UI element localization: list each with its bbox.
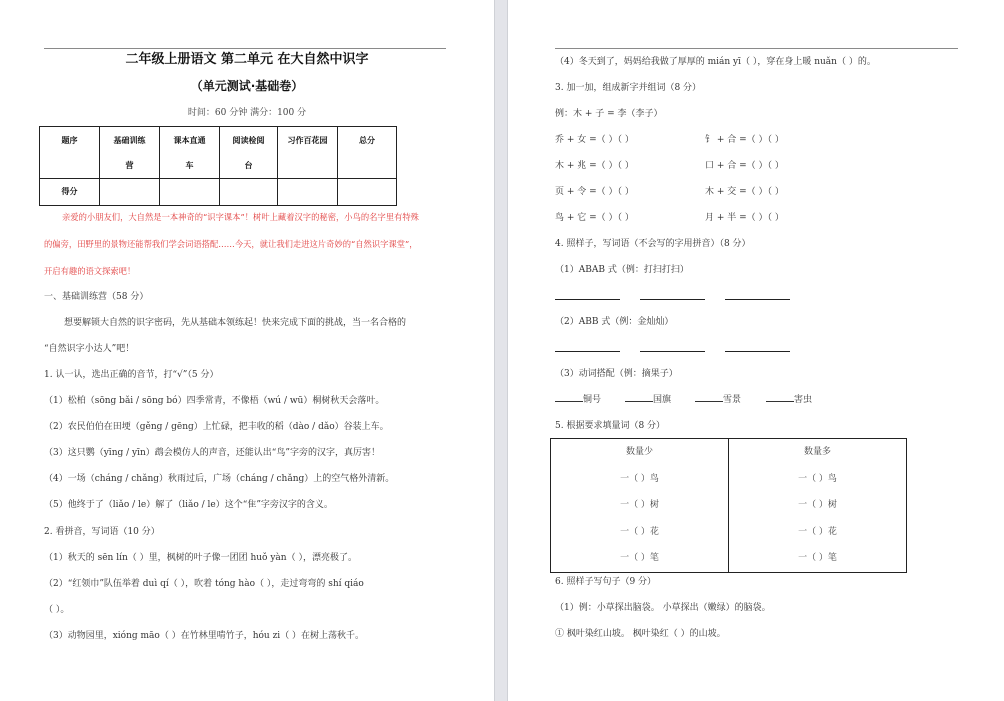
question-1-item[interactable]: （5）他终于了（liǎo / le）解了（liǎo / le）这个“隹”字旁汉字的含义。 bbox=[44, 500, 333, 510]
question-2-item[interactable]: （2）“红领巾”队伍举着 duì qí（ ），吹着 tóng hào（ ），走过弯弯的 shí qiáo bbox=[44, 579, 364, 589]
question-4-title: 4. 照样子，写词语（不会写的字用拼音）（8 分） bbox=[555, 239, 751, 249]
answer-blank[interactable] bbox=[640, 299, 705, 300]
question-2-title: 2. 看拼音，写词语（10 分） bbox=[44, 527, 160, 537]
section-1-title: 一、基础训练营（58 分） bbox=[44, 292, 149, 302]
measure-item[interactable]: 一（ ）树 bbox=[620, 500, 659, 510]
column-header: 数量多 bbox=[803, 447, 831, 457]
score-header-cell: 基础训练 营 bbox=[100, 127, 160, 179]
score-input-cell[interactable] bbox=[100, 179, 160, 206]
score-header-cell: 阅读检阅 台 bbox=[220, 127, 278, 179]
answer-blank[interactable] bbox=[725, 351, 790, 352]
question-3-row-left[interactable]: 页 + 令 =（ ）（ ） bbox=[555, 187, 634, 197]
answer-blank[interactable] bbox=[555, 401, 583, 402]
score-input-cell[interactable] bbox=[278, 179, 338, 206]
score-row-label: 得分 bbox=[40, 179, 100, 206]
verb-blank-item[interactable]: 铜号 bbox=[555, 394, 601, 406]
question-4-sub1: （1）ABAB 式（例：打扫打扫） bbox=[555, 265, 689, 275]
answer-blank[interactable] bbox=[725, 299, 790, 300]
measure-item[interactable]: 一（ ）笔 bbox=[620, 553, 659, 563]
page-subtitle: （单元测试·基础卷） bbox=[190, 79, 304, 93]
answer-blank[interactable] bbox=[555, 351, 620, 352]
section-1-intro: 想要解锁大自然的识字密码，先从基础本领练起！快来完成下面的挑战，当一名合格的 bbox=[64, 318, 407, 328]
question-2-item[interactable]: （ ）。 bbox=[44, 605, 70, 615]
document-page-2 bbox=[508, 0, 1004, 701]
measure-column-many bbox=[729, 439, 907, 573]
question-3-title: 3. 加一加，组成新字并组词（8 分） bbox=[555, 83, 702, 93]
answer-blank[interactable] bbox=[766, 401, 794, 402]
question-5-title: 5. 根据要求填量词（8 分） bbox=[555, 421, 666, 431]
verb-blank-item[interactable]: 国旗 bbox=[625, 394, 671, 406]
score-header-cell: 课本直通 车 bbox=[160, 127, 220, 179]
score-table-header-row bbox=[40, 127, 397, 179]
score-input-cell[interactable] bbox=[220, 179, 278, 206]
score-header-cell: 习作百花园 bbox=[278, 127, 338, 179]
question-3-row-right[interactable]: 木 + 交 =（ ）（ ） bbox=[705, 187, 784, 197]
intro-line: 的偏旁，田野里的景物还能帮我们学会词语搭配……今天，就让我们走进这片奇妙的“自然识字课堂”， bbox=[44, 239, 418, 249]
question-3-row-left[interactable]: 木 + 兆 =（ ）（ ） bbox=[555, 161, 634, 171]
question-1-item[interactable]: （4）一场（cháng / chǎng）秋雨过后，广场（cháng / chǎng）上的空气格外清新。 bbox=[44, 474, 395, 484]
intro-line: 亲爱的小朋友们，大自然是一本神奇的“识字课本”！树叶上藏着汉字的秘密，小鸟的名字里有特殊 bbox=[62, 212, 419, 222]
score-input-cell[interactable] bbox=[338, 179, 397, 206]
question-2-item[interactable]: （3）动物园里，xióng māo（ ）在竹林里啃竹子，hóu zi（ ）在树上荡秋千。 bbox=[44, 631, 365, 641]
question-3-row-left[interactable]: 鸟 + 它 =（ ）（ ） bbox=[555, 213, 634, 223]
page-separator bbox=[494, 0, 508, 701]
question-1-item[interactable]: （3）这只鹦（yīng / yīn）鹉会模仿人的声音，还能认出“鸟”字旁的汉字，真厉害！ bbox=[44, 448, 380, 458]
score-table bbox=[39, 126, 397, 206]
column-header: 数量少 bbox=[625, 447, 653, 457]
score-table-score-row bbox=[40, 179, 397, 206]
header-rule bbox=[555, 48, 958, 49]
answer-blank[interactable] bbox=[695, 401, 723, 402]
intro-line: 开启有趣的语文探索吧！ bbox=[44, 266, 136, 276]
score-input-cell[interactable] bbox=[160, 179, 220, 206]
question-6-title: 6. 照样子写句子（9 分） bbox=[555, 577, 657, 587]
measure-item[interactable]: 一（ ）鸟 bbox=[620, 473, 659, 484]
document-page-1 bbox=[0, 0, 494, 701]
verb-blank-item[interactable]: 害虫 bbox=[766, 394, 812, 406]
question-2-item[interactable]: （4）冬天到了，妈妈给我做了厚厚的 mián yī（ ），穿在身上暖 nuǎn（ ）的。 bbox=[555, 57, 876, 67]
question-2-item[interactable]: （1）秋天的 sēn lín（ ）里，枫树的叶子像一团团 huǒ yàn（ ），漂亮极了。 bbox=[44, 553, 357, 563]
exam-meta: 时间：60 分钟 满分：100 分 bbox=[187, 108, 307, 118]
question-1-title: 1. 认一认，选出正确的音节，打“√”（5 分） bbox=[44, 370, 219, 380]
measure-item[interactable]: 一（ ）笔 bbox=[798, 553, 837, 563]
question-3-example: 例：木 + 子 = 李（李子） bbox=[555, 109, 663, 119]
question-3-row-right[interactable]: 口 + 合 =（ ）（ ） bbox=[705, 161, 784, 171]
answer-blank[interactable] bbox=[640, 351, 705, 352]
answer-blank[interactable] bbox=[625, 401, 653, 402]
section-1-intro: “自然识字小达人”吧！ bbox=[44, 344, 135, 354]
page-title: 二年级上册语文 第二单元 在大自然中识字 bbox=[125, 52, 369, 67]
verb-blank-item[interactable]: 雪景 bbox=[695, 394, 741, 406]
measure-word-table bbox=[550, 438, 907, 573]
measure-item[interactable]: 一（ ）花 bbox=[798, 526, 837, 537]
question-3-row-right[interactable]: 钅 + 合 =（ ）（ ） bbox=[705, 135, 784, 145]
measure-item[interactable]: 一（ ）花 bbox=[620, 526, 659, 537]
header-rule bbox=[44, 48, 446, 49]
question-1-item[interactable]: （2）农民伯伯在田埂（gěng / gēng）上忙碌，把丰收的稻（dào / dǎo）谷装上车。 bbox=[44, 422, 389, 432]
score-header-cell: 题序 bbox=[40, 127, 100, 179]
question-3-row-right[interactable]: 月 + 半 =（ ）（ ） bbox=[705, 213, 784, 223]
question-6-example: （1）例：小草探出脑袋。 小草探出（嫩绿）的脑袋。 bbox=[555, 603, 771, 613]
measure-item[interactable]: 一（ ）树 bbox=[798, 500, 837, 510]
question-6-item[interactable]: ① 枫叶染红山坡。 枫叶染红（ ）的山坡。 bbox=[555, 629, 726, 639]
question-4-sub2: （2）ABB 式（例：金灿灿） bbox=[555, 317, 674, 327]
question-3-row-left[interactable]: 乔 + 女 =（ ）（ ） bbox=[555, 135, 634, 145]
measure-item[interactable]: 一（ ）鸟 bbox=[798, 473, 837, 484]
measure-column-few bbox=[551, 439, 729, 573]
question-4-sub3: （3）动词搭配（例：摘果子） bbox=[555, 369, 678, 379]
answer-blank[interactable] bbox=[555, 299, 620, 300]
question-1-item[interactable]: （1）松柏（sōng bǎi / sōng bó）四季常青，不像梧（wú / wū）桐树秋天会落叶。 bbox=[44, 396, 385, 406]
score-header-cell: 总分 bbox=[338, 127, 397, 179]
